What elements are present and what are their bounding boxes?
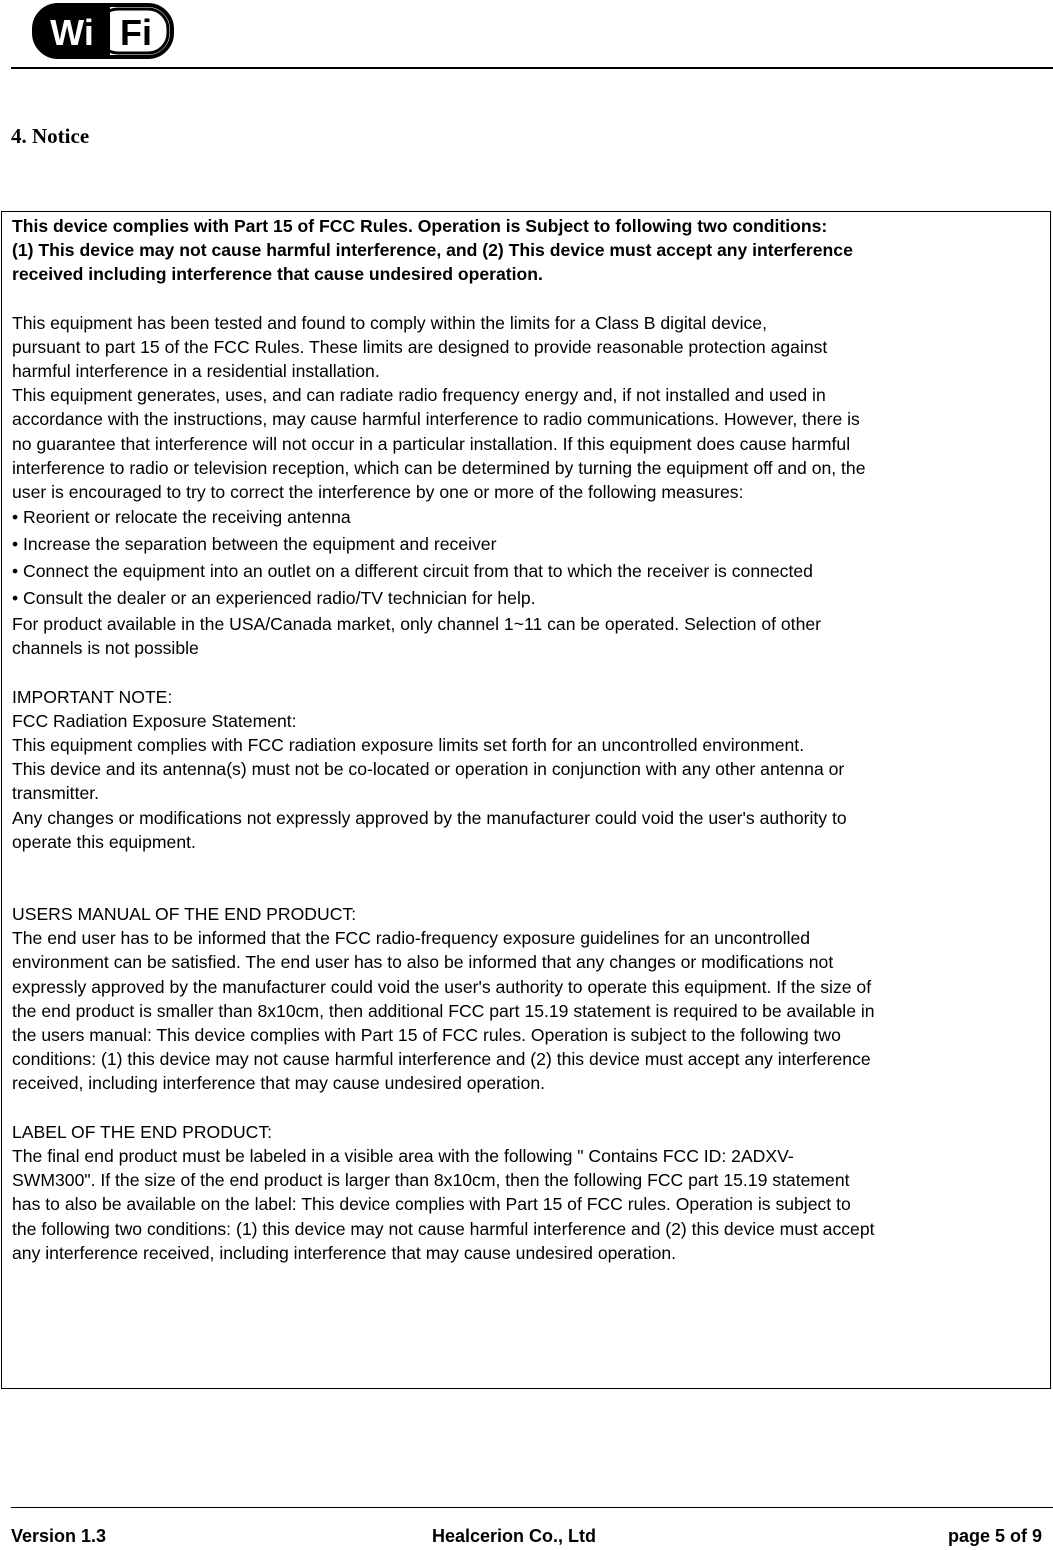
compliance-line: received including interference that cause undesired operation.: [12, 264, 543, 285]
label-line: the following two conditions: (1) this device may not cause harmful interference and (2) this device must accept: [12, 1218, 875, 1239]
measure-bullet: • Reorient or relocate the receiving antenna: [12, 507, 351, 528]
measure-bullet: • Increase the separation between the equipment and receiver: [12, 534, 497, 555]
svg-text:Fi: Fi: [120, 12, 152, 53]
equipment-line: accordance with the instructions, may cause harmful interference to radio communications. However, there is: [12, 409, 860, 430]
section-title: 4. Notice: [11, 124, 90, 148]
equipment-line: pursuant to part 15 of the FCC Rules. These limits are designed to provide reasonable protection against: [12, 336, 828, 357]
important-line: This device and its antenna(s) must not be co-located or operation in conjunction with any other antenna or: [12, 759, 845, 780]
footer-page-number: page 5 of 9: [947, 1526, 1042, 1546]
manual-line: environment can be satisfied. The end user has to also be informed that any changes or modifications not: [12, 952, 834, 973]
compliance-line: This device complies with Part 15 of FCC Rules. Operation is Subject to following two conditions:: [12, 216, 828, 236]
equipment-line: This equipment has been tested and found to comply within the limits for a Class B digital device,: [12, 312, 767, 333]
equipment-line: harmful interference in a residential installation.: [12, 361, 380, 382]
label-line: LABEL OF THE END PRODUCT:: [12, 1121, 273, 1142]
manual-line: The end user has to be informed that the FCC radio-frequency exposure guidelines for an uncontrolled: [12, 928, 811, 949]
manual-line: received, including interference that may cause undesired operation.: [12, 1073, 546, 1094]
important-line: operate this equipment.: [12, 831, 196, 852]
manual-line: the users manual: This device complies with Part 15 of FCC rules. Operation is subject to the following two: [12, 1025, 841, 1046]
footer-rule: [11, 1507, 1053, 1508]
measure-bullet: • Consult the dealer or an experienced radio/TV technician for help.: [12, 588, 536, 609]
important-line: This equipment complies with FCC radiation exposure limits set forth for an uncontrolled environment.: [12, 735, 805, 756]
header-rule: [11, 67, 1053, 69]
measure-bullet: • Connect the equipment into an outlet on a different circuit from that to which the receiver is connected: [12, 561, 813, 582]
label-line: The final end product must be labeled in a visible area with the following " Contains FCC ID: 2ADXV-: [12, 1145, 794, 1166]
equipment-line: This equipment generates, uses, and can radiate radio frequency energy and, if not installed and used in: [12, 385, 826, 406]
svg-text:Wi: Wi: [50, 12, 94, 53]
wifi-logo: [32, 2, 174, 60]
important-line: FCC Radiation Exposure Statement:: [12, 710, 297, 731]
channel-line: For product available in the USA/Canada market, only channel 1~11 can be operated. Selection of other: [12, 614, 822, 635]
important-line: transmitter.: [12, 783, 100, 804]
label-line: has to also be available on the label: This device complies with Part 15 of FCC rules. Operation is subject to: [12, 1194, 851, 1215]
footer-version: Version 1.3: [11, 1526, 107, 1546]
manual-line: expressly approved by the manufacturer could void the user's authority to operate this equipment. If the size of: [12, 976, 872, 997]
manual-line: the end product is smaller than 8x10cm, then additional FCC part 15.19 statement is required to be available in: [12, 1000, 875, 1021]
footer-company: Healcerion Co., Ltd: [432, 1526, 597, 1546]
label-line: SWM300". If the size of the end product is larger than 8x10cm, then the following FCC part 15.19 statement: [12, 1170, 850, 1191]
important-line: Any changes or modifications not expressly approved by the manufacturer could void the user's authority to: [12, 807, 847, 828]
equipment-line: interference to radio or television reception, which can be determined by turning the equipment off and on, the: [12, 457, 866, 478]
notice-content: [12, 214, 1042, 1265]
notice-box: [1, 211, 1051, 1389]
equipment-line: user is encouraged to try to correct the interference by one or more of the following measures:: [12, 482, 744, 503]
important-line: IMPORTANT NOTE:: [12, 686, 173, 707]
manual-line: conditions: (1) this device may not cause harmful interference and (2) this device must accept any interference: [12, 1049, 871, 1070]
compliance-line: (1) This device may not cause harmful interference, and (2) This device must accept any interference: [12, 240, 853, 261]
channel-line: channels is not possible: [12, 638, 199, 659]
manual-line: USERS MANUAL OF THE END PRODUCT:: [12, 904, 357, 925]
equipment-line: no guarantee that interference will not occur in a particular installation. If this equipment does cause harmful: [12, 433, 851, 454]
label-line: any interference received, including interference that may cause undesired operation.: [12, 1242, 677, 1263]
